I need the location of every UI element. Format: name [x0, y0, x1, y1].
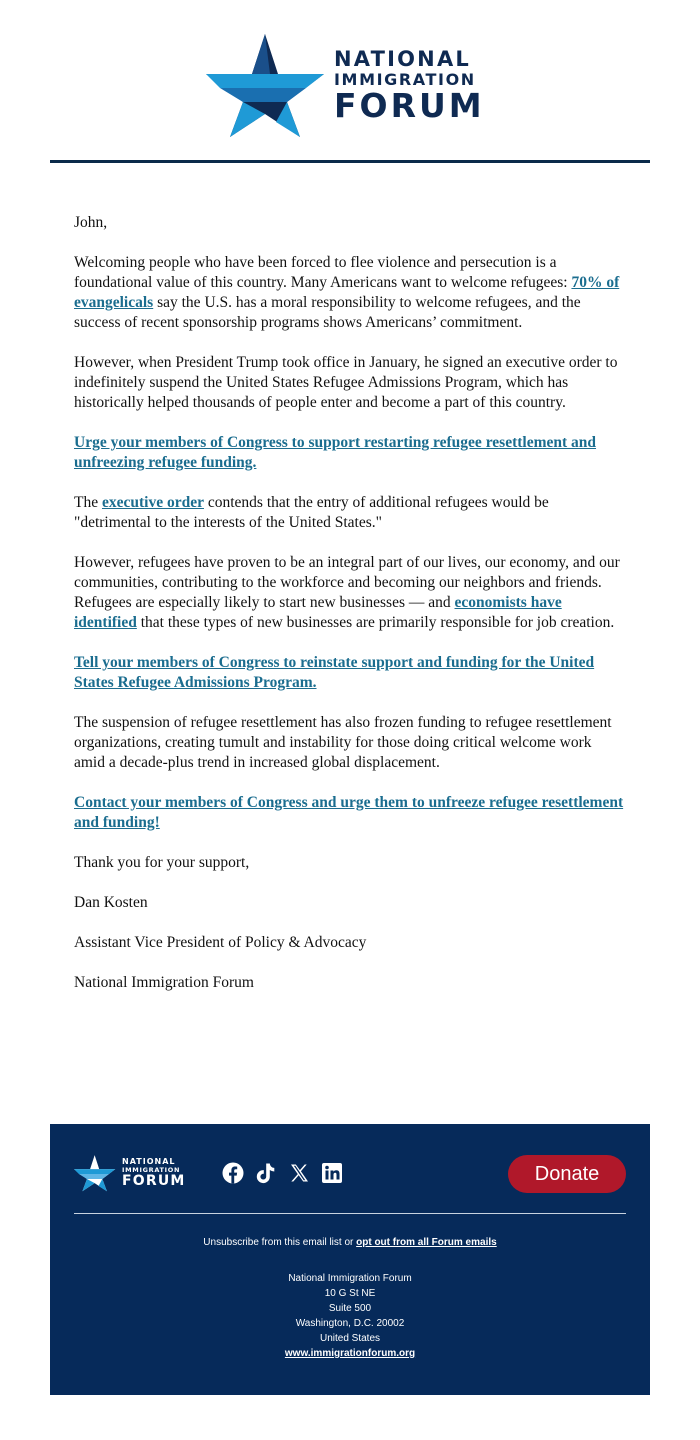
mailing-address	[50, 1271, 650, 1361]
signer-name: Dan Kosten	[74, 894, 148, 911]
evangelicals-link[interactable]: 70% of evangelicals	[74, 274, 620, 311]
cta-1-link[interactable]: Urge your members of Congress to support restarting refugee resettlement and unfreezing refugee funding.	[74, 434, 597, 471]
paragraph-3-text-a: The	[74, 494, 102, 511]
unsubscribe-line	[50, 1237, 650, 1248]
logo-wordmark	[334, 46, 485, 125]
email-container	[50, 0, 650, 1359]
email-footer	[50, 1124, 650, 1395]
economists-link[interactable]: economists have identified	[74, 594, 562, 631]
paragraph-4-text-b: that these types of new businesses are primarily responsible for job creation.	[136, 614, 615, 631]
signer-title: Assistant Vice President of Policy & Advocacy	[74, 934, 367, 951]
unsubscribe-text: Unsubscribe from this email list or	[203, 1237, 357, 1248]
donate-button[interactable]: Donate	[508, 1155, 626, 1193]
executive-order-link[interactable]: executive order	[101, 494, 204, 511]
footer-logo[interactable]	[74, 1154, 186, 1192]
cta-2-link[interactable]: Tell your members of Congress to reinstate support and funding for the United States Refugee Admissions Program.	[74, 654, 595, 691]
website-link[interactable]: www.immigrationforum.org	[284, 1348, 416, 1359]
address-country: United States	[319, 1333, 381, 1344]
facebook-icon[interactable]	[222, 1162, 244, 1184]
footer-divider	[74, 1213, 626, 1214]
paragraph-3	[74, 493, 626, 533]
greeting: John,	[74, 214, 108, 231]
signer-org: National Immigration Forum	[74, 974, 254, 991]
cta-3-link[interactable]: Contact your members of Congress and urge them to unfreeze refugee resettlement and funding!	[74, 794, 624, 831]
paragraph-1-text-b: say the U.S. has a moral responsibility to welcome refugees, and the success of recent sponsorship programs shows Americans’ commitment.	[74, 294, 581, 331]
address-org: National Immigration Forum	[288, 1273, 412, 1284]
footer-logo-wordmark	[122, 1158, 186, 1189]
paragraph-4	[74, 553, 626, 633]
cta-1	[74, 433, 626, 473]
letter-body	[50, 163, 650, 993]
x-icon[interactable]	[288, 1162, 310, 1184]
cta-2	[74, 653, 626, 693]
paragraph-4-text-a: However, refugees have proven to be an integral part of our lives, our economy, and our communities, contributing to the workforce and becoming our neighbors and friends. Refugees are especially likely to start new businesses — and	[74, 554, 620, 611]
tiktok-icon[interactable]	[255, 1162, 277, 1184]
cta-3	[74, 793, 626, 833]
email-header	[50, 0, 650, 163]
linkedin-icon[interactable]	[321, 1162, 343, 1184]
header-logo[interactable]	[206, 32, 485, 138]
signature-block	[74, 893, 626, 993]
footer-logo-line-3: FORUM	[122, 1173, 186, 1190]
star-logo-icon	[206, 32, 326, 138]
logo-line-2: IMMIGRATION	[334, 69, 476, 89]
social-links	[222, 1162, 343, 1184]
logo-line-1: NATIONAL	[334, 46, 471, 71]
logo-line-3: FORUM	[334, 85, 485, 125]
paragraph-5: The suspension of refugee resettlement has also frozen funding to refugee resettlement organizations, creating tumult and instability for those doing critical welcome work amid a decade-plus trend in increased global displacement.	[74, 714, 612, 771]
paragraph-1	[74, 253, 626, 333]
footer-logo-line-2: IMMIGRATION	[122, 1165, 181, 1174]
opt-out-link[interactable]: opt out from all Forum emails	[356, 1237, 497, 1248]
address-street: 10 G St NE	[324, 1288, 376, 1299]
closing: Thank you for your support,	[74, 854, 250, 871]
address-suite: Suite 500	[328, 1303, 372, 1314]
paragraph-3-text-b: contends that the entry of additional refugees would be "detrimental to the interests of the United States."	[74, 494, 549, 531]
star-logo-icon	[74, 1154, 116, 1192]
address-city: Washington, D.C. 20002	[295, 1318, 405, 1329]
footer-logo-line-1: NATIONAL	[122, 1156, 176, 1166]
paragraph-1-text-a: Welcoming people who have been forced to flee violence and persecution is a foundational value of this country. Many Americans want to welcome refugees:	[74, 254, 572, 291]
paragraph-2: However, when President Trump took office in January, he signed an executive order to indefinitely suspend the United States Refugee Admissions Program, which has historically helped thousands of people enter and become a part of this country.	[74, 354, 618, 411]
